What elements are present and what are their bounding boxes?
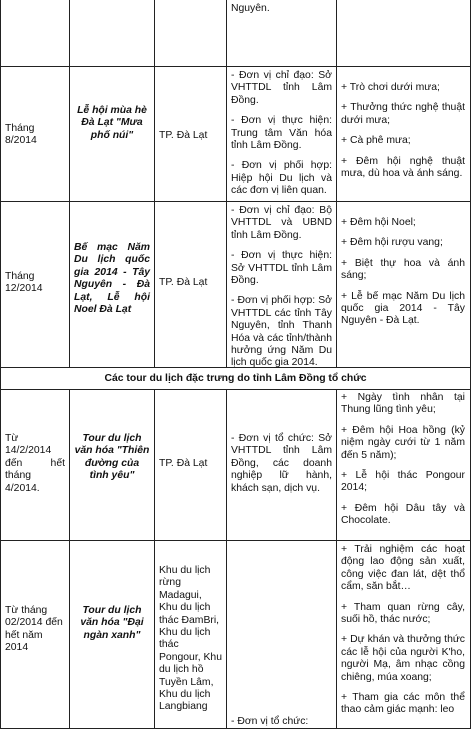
time-cell <box>5 605 65 655</box>
units-cell <box>231 205 332 378</box>
column-divider <box>69 0 70 368</box>
units-line: - Đơn vị thực hiện: Trung tâm Văn hóa tỉnh Lâm Đồng. <box>231 115 332 152</box>
units-line: - Đơn vị tổ chức: Sở VHTTDL tỉnh Lâm Đồng, các doanh nghiệp lữ hành, khách sạn, dịch vụ. <box>231 433 332 494</box>
units-line: - Đơn vị tổ chức: <box>231 716 309 727</box>
activity-line: + Lễ hội thác Pongour 2014; <box>341 470 465 494</box>
activity-line: + Đêm hội Hoa hồng (kỷ niệm ngày cưới từ 1 năm đến 5 năm); <box>341 424 465 461</box>
place-cell <box>159 458 223 470</box>
column-divider <box>154 389 155 729</box>
units-line: - Đơn vị thực hiện: Sở VHTTDL tỉnh Lâm Đồng. <box>231 250 332 287</box>
event-title: Tour du lịch văn hóa "Thiên đường của tình yêu" <box>74 433 150 482</box>
row-divider <box>0 66 471 67</box>
activity-line: + Ngày tình nhân tại Thung lũng tình yêu; <box>341 392 465 416</box>
column-divider <box>226 389 227 729</box>
column-divider <box>69 389 70 729</box>
activity-line: + Trò chơi dưới mưa; <box>341 82 440 93</box>
event-cell <box>74 242 150 316</box>
section-heading <box>4 373 467 385</box>
place-cell <box>159 565 223 714</box>
column-divider <box>0 389 1 729</box>
event-title: Tour du lịch văn hóa "Đại ngàn xanh" <box>80 605 144 641</box>
activity-line: + Trải nghiệm các hoạt động lao động sản xuất, công việc đan lát, dệt thổ cẩm, săn bắt… <box>341 544 465 593</box>
place-cell <box>159 277 223 289</box>
units-line: - Đơn vị chỉ đạo: Sở VHTTDL tỉnh Lâm Đồng. <box>231 70 332 106</box>
event-cell <box>74 605 150 642</box>
units-cell <box>231 433 332 503</box>
place-text: Khu du lịch rừng Madagui, Khu du lịch thác ĐamBri, Khu du lịch thác Pongour, Khu du lịch hồ Tuyền Lâm, Khu du lịch Langbiang <box>159 565 222 713</box>
time-cell <box>5 271 65 296</box>
place-text: TP. Đà Lạt <box>159 130 208 141</box>
units-cell <box>231 70 332 206</box>
activities-cell <box>341 544 465 725</box>
activity-line: + Biệt thự hoa và ánh sáng; <box>341 257 465 282</box>
row-divider <box>0 540 471 541</box>
units-cell <box>231 3 331 23</box>
event-title: Lễ hội mùa hè Đà Lạt "Mưa phố núi" <box>77 105 147 141</box>
event-title: Bế mạc Năm Du lịch quốc gia 2014 - Tây Nguyên - Đà Lạt, Lễ hội Noel Đà Lạt <box>74 242 150 316</box>
activity-line: + Dự khán và thưởng thức các lễ hội của người K'ho, người Mạ, âm nhạc cồng chiêng, múa xoang; <box>341 634 465 683</box>
units-cell <box>231 716 332 736</box>
activity-line: + Tham gia các môn thể thao cảm giác mạnh: leo <box>341 692 465 716</box>
activity-line: + Thưởng thức nghệ thuật dưới mưa; <box>341 102 465 126</box>
column-divider <box>0 0 1 368</box>
column-divider <box>336 0 337 368</box>
activity-line: + Cà phê mưa; <box>341 135 411 147</box>
time-text: Từ tháng 02/2014 đến hết năm 2014 <box>5 605 63 654</box>
column-divider <box>226 0 227 368</box>
activity-line: + Lễ bế mạc Năm Du lịch quốc gia 2014 - Tây Nguyên - Đà Lạt. <box>341 290 465 327</box>
column-divider <box>0 367 1 390</box>
time-cell <box>5 433 65 495</box>
row-divider <box>0 389 471 390</box>
place-text: TP. Đà Lạt <box>159 458 208 469</box>
time-text: Từ 14/2/2014 đến hết tháng 4/2014. <box>5 433 65 494</box>
time-cell <box>5 123 65 148</box>
place-text: TP. Đà Lạt <box>159 277 208 288</box>
activity-line: + Đêm hội nghệ thuật mưa, dù hoa và ánh sáng. <box>341 155 465 180</box>
time-text: Tháng 8/2014 <box>5 123 37 147</box>
activities-cell <box>341 392 465 536</box>
activities-cell <box>341 217 465 336</box>
place-cell <box>159 130 223 142</box>
units-line: - Đơn vị phối hợp: Sở VHTTDL các tỉnh Tây Nguyên, tỉnh Thanh Hóa và các tỉnh/thành hưởng ứng Năm Du lịch quốc gia 2014. <box>231 295 332 369</box>
activity-line: + Đêm hội Noel; <box>341 217 416 228</box>
activities-cell <box>341 82 465 188</box>
time-text: Tháng 12/2014 <box>5 271 43 295</box>
activity-line: + Đêm hội rượu vang; <box>341 237 443 249</box>
section-heading-text: Các tour du lịch đặc trưng do tỉnh Lâm Đồng tổ chức <box>104 373 367 384</box>
units-line: - Đơn vị phối hợp: Hiệp hội Du lịch và các đơn vị liên quan. <box>231 160 332 197</box>
units-line: - Đơn vị chỉ đạo: Bộ VHTTDL và UBND tỉnh Lâm Đồng. <box>231 205 332 241</box>
event-cell <box>74 105 150 142</box>
activity-line: + Đêm hội Dâu tây và Chocolate. <box>341 502 465 527</box>
column-divider <box>336 389 337 729</box>
column-divider <box>154 0 155 368</box>
activity-line: + Tham quan rừng cây, suối hồ, thác nước; <box>341 601 465 626</box>
event-cell <box>74 433 150 483</box>
units-line: Nguyên. <box>231 3 270 14</box>
